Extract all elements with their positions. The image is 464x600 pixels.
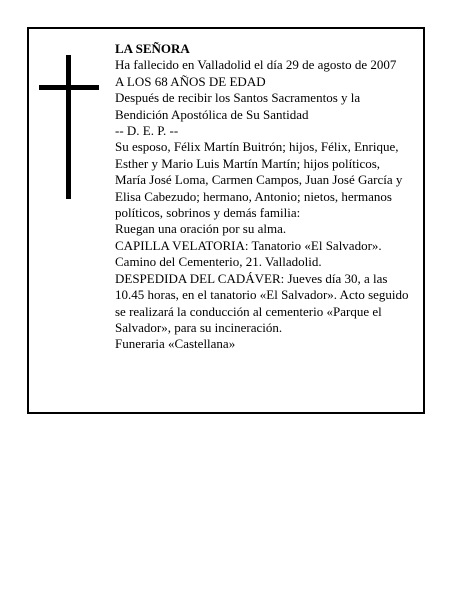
notice-line: Esther y Mario Luis Martín Martín; hijos políticos,	[115, 155, 381, 171]
notice-heading: LA SEÑORA	[115, 41, 190, 56]
cross-vertical-bar	[66, 55, 71, 199]
notice-line: A LOS 68 AÑOS DE EDAD	[115, 73, 266, 89]
cross-icon	[39, 55, 99, 199]
notice-line: María José Loma, Carmen Campos, Juan José García y	[115, 172, 403, 188]
notice-line: Elisa Cabezudo; hermano, Antonio; nietos, hermanos	[115, 188, 392, 204]
notice-line: Ruegan una oración por su alma.	[115, 221, 287, 237]
notice-line: Camino del Cementerio, 21. Valladolid.	[115, 254, 322, 270]
cross-horizontal-bar	[39, 85, 99, 90]
notice-line: políticos, sobrinos y demás familia:	[115, 205, 301, 221]
notice-line: Funeraria «Castellana»	[115, 336, 236, 352]
obituary-notice	[27, 27, 425, 414]
notice-text	[115, 41, 427, 353]
notice-line: Salvador», para su incineración.	[115, 319, 283, 335]
notice-line: 10.45 horas, en el tanatorio «El Salvador». Acto seguido	[115, 287, 409, 303]
notice-line: Bendición Apostólica de Su Santidad	[115, 106, 309, 122]
notice-line: -- D. E. P. --	[115, 123, 179, 139]
notice-line: se realizará la conducción al cementerio «Parque el	[115, 303, 382, 319]
notice-line: CAPILLA VELATORIA: Tanatorio «El Salvador».	[115, 237, 382, 253]
notice-line: Su esposo, Félix Martín Buitrón; hijos, Félix, Enrique,	[115, 139, 399, 155]
notice-line: Ha fallecido en Valladolid el día 29 de agosto de 2007	[115, 57, 397, 73]
notice-line: Después de recibir los Santos Sacramentos y la	[115, 90, 361, 106]
notice-line: DESPEDIDA DEL CADÁVER: Jueves día 30, a las	[115, 270, 388, 286]
